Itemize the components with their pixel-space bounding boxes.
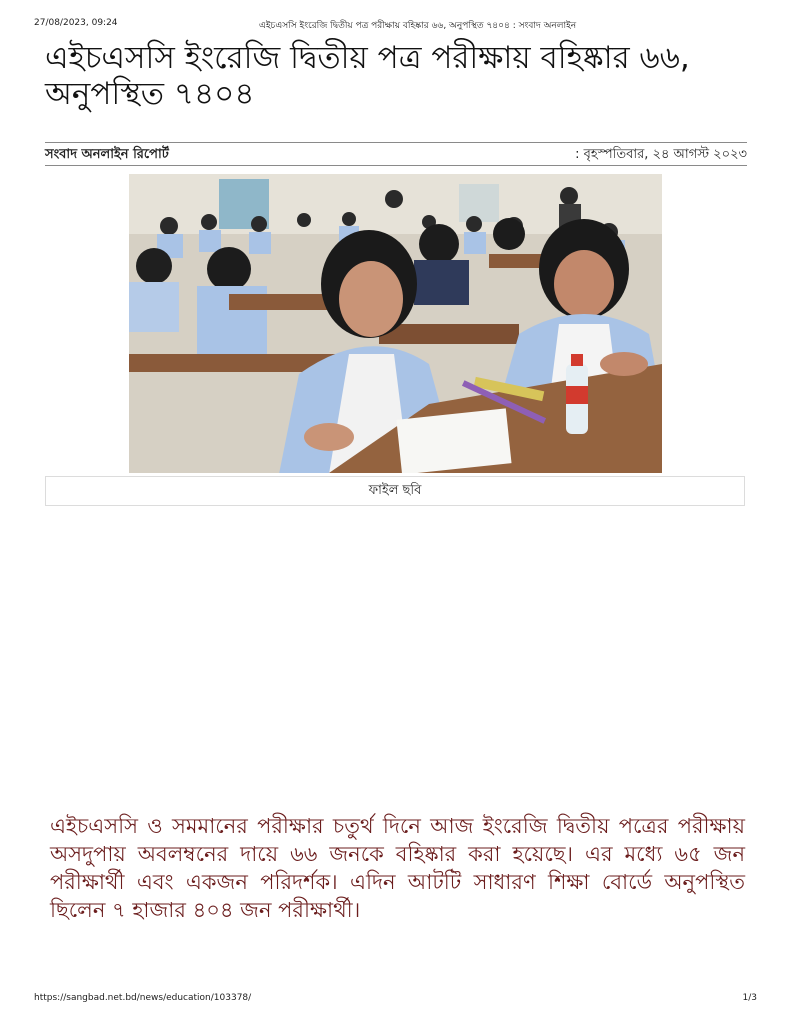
byline-date: : বৃহস্পতিবার, ২৪ আগস্ট ২০২৩ bbox=[575, 147, 747, 162]
photo-caption: ফাইল ছবি bbox=[45, 476, 745, 506]
print-footer bbox=[34, 993, 757, 1007]
footer-page-number: 1/3 bbox=[742, 993, 757, 1003]
byline-bar bbox=[45, 142, 747, 166]
article-body: এইচএসসি ও সমমানের পরীক্ষার চতুর্থ দিনে আজ ইংরেজি দ্বিতীয় পত্রের পরীক্ষায় অসদুপায় অবলম্বনের দায়ে ৬৬ জনকে বহিষ্কার করা হয়েছে। এর মধ্যে ৬৫ জন পরীক্ষার্থী এবং একজন পরিদর্শক। এদিন আটটি সাধারণ শিক্ষা বোর্ডে অনুপস্থিত ছিলেন ৭ হাজার ৪০৪ জন পরীক্ষার্থী। bbox=[50, 814, 746, 922]
exam-hall-photo-illustration bbox=[129, 174, 662, 473]
print-doc-title: এইচএসসি ইংরেজি দ্বিতীয় পত্র পরীক্ষায় বহিষ্কার ৬৬, অনুপস্থিত ৭৪০৪ : সংবাদ অনলাইন bbox=[259, 21, 577, 31]
print-header bbox=[34, 18, 757, 34]
byline-reporter: সংবাদ অনলাইন রিপোর্ট bbox=[45, 147, 169, 162]
article-photo bbox=[129, 174, 662, 473]
article-headline: এইচএসসি ইংরেজি দ্বিতীয় পত্র পরীক্ষায় বহিষ্কার ৬৬, অনুপস্থিত ৭৪০৪ bbox=[45, 40, 690, 112]
print-datetime: 27/08/2023, 09:24 bbox=[34, 18, 118, 28]
footer-url[interactable]: https://sangbad.net.bd/news/education/103378/ bbox=[34, 993, 252, 1003]
